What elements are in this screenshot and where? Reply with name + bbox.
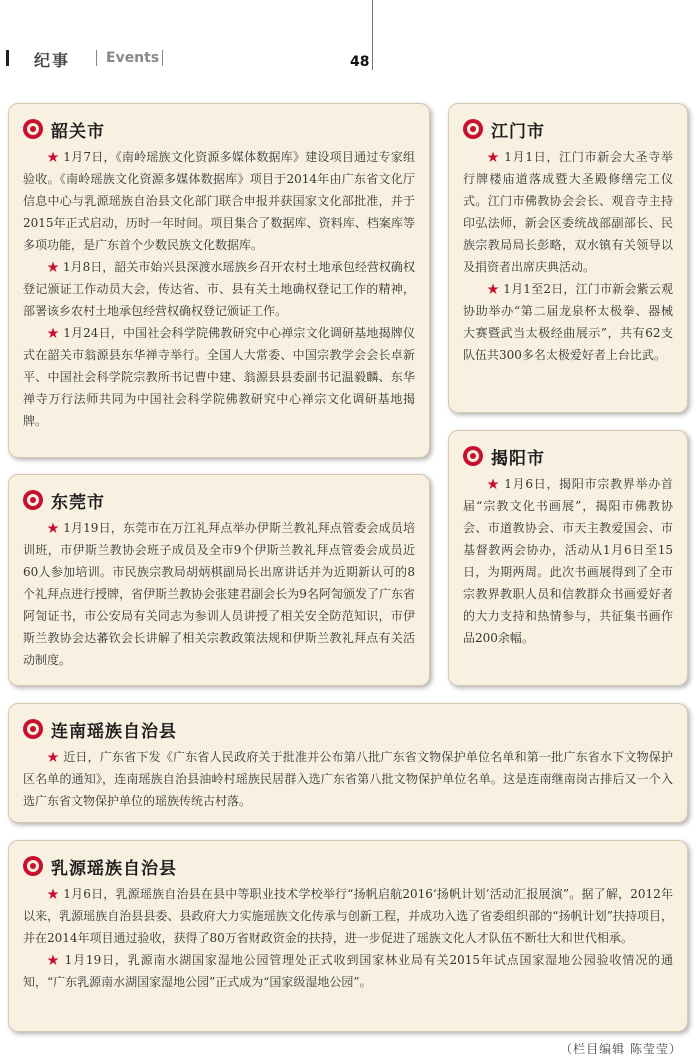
star-icon: ★ xyxy=(47,887,60,901)
news-item xyxy=(463,278,673,366)
star-icon: ★ xyxy=(47,326,60,340)
target-bullet-icon xyxy=(23,719,43,739)
section-title: 纪事 xyxy=(34,51,71,70)
news-item-text: 1月8日，韶关市始兴县深渡水瑶族乡召开农村土地承包经营权确权登记颁证工作动员大会，传达省、市、县有关土地确权登记工作的精神，部署该乡农村土地承包经营权确权登记颁证工作。 xyxy=(23,260,415,318)
news-item-text: 1月1日，江门市新会大圣寺举行牌楼庙道落成暨大圣殿修缮完工仪式。江门市佛教协会会长、观音寺主持印弘法师，新会区委统战部副部长、民族宗教局局长彭略，双水镇有关领导以及捐资者出席庆典活动。 xyxy=(463,150,673,274)
target-bullet-icon xyxy=(463,119,483,139)
target-bullet-icon xyxy=(23,490,43,510)
news-item-text: 1月24日，中国社会科学院佛教研究中心禅宗文化调研基地揭牌仪式在韶关市翁源县东华禅寺举行。全国人大常委、中国宗教学会会长卓新平、中国社会科学院宗教所书记曹中建、翁源县县委副书记温毅麟、东华禅寺万行法师共同为中国社会科学院佛教研究中心禅宗文化调研基地揭牌。 xyxy=(23,326,415,428)
header-divider xyxy=(162,50,163,66)
star-icon: ★ xyxy=(487,150,500,164)
box-title: 乳源瑶族自治县 xyxy=(51,858,177,879)
news-item xyxy=(23,517,415,671)
box-heading xyxy=(23,853,673,879)
news-item xyxy=(23,322,415,432)
news-item xyxy=(23,256,415,322)
star-icon: ★ xyxy=(47,150,60,164)
box-heading xyxy=(23,487,415,513)
news-box-dongguan xyxy=(8,474,430,686)
news-box-jieyang xyxy=(448,430,688,686)
news-box-shaoguan xyxy=(8,103,430,458)
star-icon: ★ xyxy=(487,477,500,491)
box-heading xyxy=(23,716,673,742)
header-divider xyxy=(96,50,97,66)
star-icon: ★ xyxy=(487,282,500,296)
news-item xyxy=(463,146,673,278)
news-item xyxy=(23,746,673,812)
box-title: 韶关市 xyxy=(51,121,105,142)
news-item-text: 近日，广东省下发《广东省人民政府关于批准并公布第八批广东省文物保护单位名单和第一批广东省水下文物保护区名单的通知》，连南瑶族自治县油岭村瑶族民居群入选广东省第八批文物保护单位名单。这是连南继南岗古排后又一个入选广东省文物保护单位的瑶族传统古村落。 xyxy=(23,750,673,808)
target-bullet-icon xyxy=(463,446,483,466)
star-icon: ★ xyxy=(47,521,60,535)
star-icon: ★ xyxy=(47,260,60,274)
news-box-ruyuan xyxy=(8,840,688,1032)
news-item-text: 1月7日，《南岭瑶族文化资源多媒体数据库》建设项目通过专家组验收。《南岭瑶族文化资源多媒体数据库》项目于2014年由广东省文化厅信息中心与乳源瑶族自治县文化部门联合申报并获国家文化部批准，并于2015年正式启动，历时一年时间。项目集合了数据库、资料库、档案库等多项功能，是广东首个少数民族文化数据库。 xyxy=(23,150,415,252)
news-item-text: 1月19日，乳源南水湖国家湿地公园管理处正式收到国家林业局有关2015年试点国家湿地公园验收情况的通知，“广东乳源南水湖国家湿地公园”正式成为“国家级湿地公园”。 xyxy=(23,953,673,989)
news-item xyxy=(23,949,673,993)
box-heading xyxy=(463,443,673,469)
news-box-jiangmen xyxy=(448,103,688,413)
news-item xyxy=(23,883,673,949)
star-icon: ★ xyxy=(47,750,60,764)
header-accent-bar xyxy=(6,50,9,66)
news-item-text: 1月6日，揭阳市宗教界举办首届“宗教文化书画展”，揭阳市佛教协会、市道教协会、市天主教爱国会、市基督教两会协办，活动从1月6日至15日，为期两周。此次书画展得到了全市宗教界教职人员和信教群众书画爱好者的大力支持和热情参与，共征集书画作品200余幅。 xyxy=(463,477,673,645)
box-title: 连南瑶族自治县 xyxy=(51,721,177,742)
news-item-text: 1月19日，东莞市在万江礼拜点举办伊斯兰教礼拜点管委会成员培训班，市伊斯兰教协会班子成员及全市9个伊斯兰教礼拜点管委会成员近60人参加培训。市民族宗教局胡炳棋副局长出席讲话并为近期新认可的8个礼拜点进行授牌，省伊斯兰教协会张建君副会长为9名阿訇颁发了广东省阿訇证书，市公安局有关同志为参训人员讲授了相关安全防范知识，市伊斯兰教协会达蕃钦会长讲解了相关宗教政策法规和伊斯兰教礼拜点有关活动制度。 xyxy=(23,521,415,667)
news-item xyxy=(463,473,673,649)
news-item-text: 1月6日，乳源瑶族自治县在县中等职业技术学校举行“扬帆启航2016‘扬帆计划’活动汇报展演”。据了解，2012年以来，乳源瑶族自治县县委、县政府大力实施瑶族文化传承与创新工程，并成功入选了省委组织部的“扬帆计划”扶持项目，并在2014年项目通过验收，获得了80万省财政资金的扶持，进一步促进了瑶族文化人才队伍不断壮大和世代相承。 xyxy=(23,887,673,945)
star-icon: ★ xyxy=(47,953,60,967)
box-heading xyxy=(463,116,673,142)
column-editor-credit: （栏目编辑 陈莹莹） xyxy=(560,1042,682,1056)
news-item xyxy=(23,146,415,256)
target-bullet-icon xyxy=(23,856,43,876)
box-title: 江门市 xyxy=(491,121,545,142)
page-number: 48 xyxy=(350,54,370,70)
header-vertical-rule xyxy=(372,0,373,70)
news-box-liannan xyxy=(8,703,688,823)
section-title-english: Events xyxy=(106,50,160,66)
page-header xyxy=(0,0,700,90)
box-title: 东莞市 xyxy=(51,492,105,513)
news-item-text: 1月1至2日，江门市新会紫云观协助举办“第二届龙泉杯太极拳、器械大赛暨武当太极经曲展示”，共有62支队伍共300多名太极爱好者上台比武。 xyxy=(463,282,673,362)
target-bullet-icon xyxy=(23,119,43,139)
box-heading xyxy=(23,116,415,142)
box-title: 揭阳市 xyxy=(491,448,545,469)
